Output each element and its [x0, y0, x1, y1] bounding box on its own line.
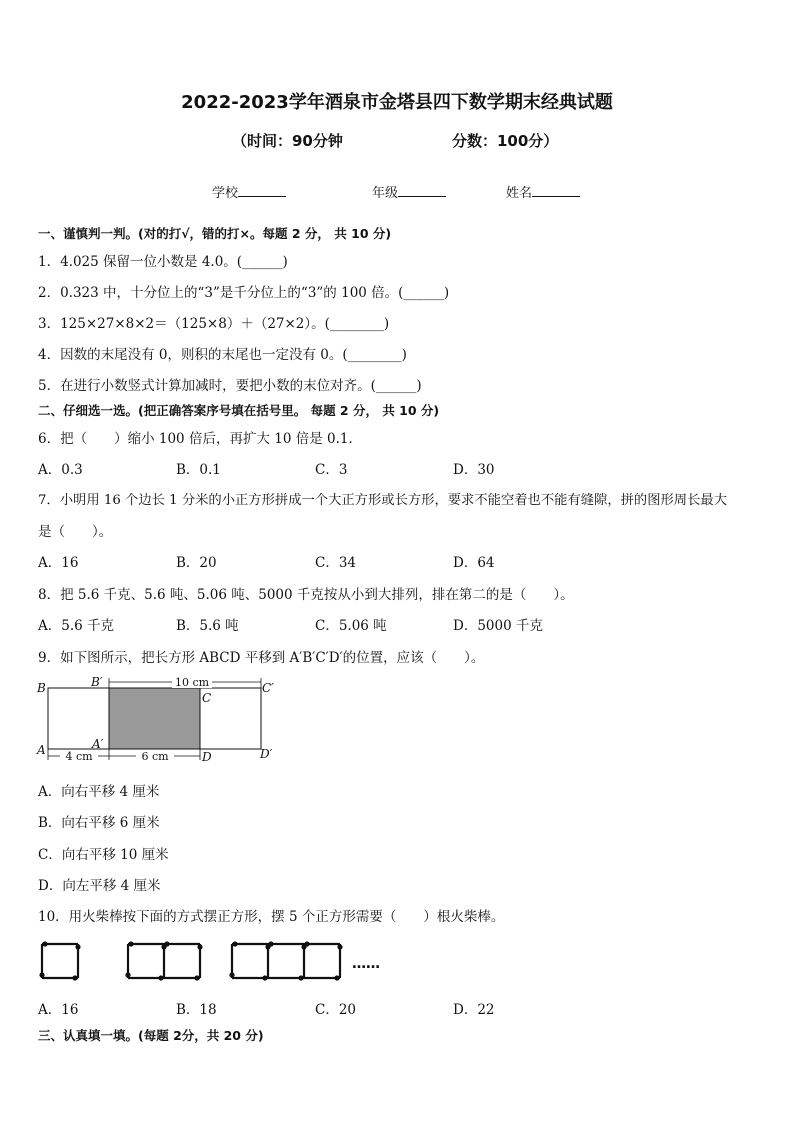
section-1-heading: 一、谨慎判一判。(对的打√，错的打×。每题 2 分， 共 10 分): [38, 226, 392, 241]
question-2: 2．0.323 中，十分位上的“3”是千分位上的“3”的 100 倍。(______): [38, 285, 450, 301]
q7-option-b[interactable]: B．20: [176, 555, 217, 571]
q8-option-a[interactable]: A．5.6 千克: [38, 618, 115, 634]
translation-figure: [34, 672, 284, 768]
school-blank[interactable]: [238, 184, 286, 197]
name-blank[interactable]: [532, 184, 580, 197]
section-3-heading: 三、认真填一填。(每题 2分，共 20 分): [38, 1028, 264, 1043]
q6-option-b[interactable]: B．0.1: [176, 462, 221, 478]
name-field: [506, 182, 580, 201]
q8-option-c[interactable]: C．5.06 吨: [315, 618, 387, 634]
q7-option-a[interactable]: A．16: [38, 555, 79, 571]
q10-option-b[interactable]: B．18: [176, 1002, 217, 1018]
q6-option-d[interactable]: D．30: [453, 462, 495, 478]
label-b: B: [37, 681, 46, 695]
question-7-cont: 是（ ）。: [38, 524, 113, 540]
question-3: 3．125×27×8×2＝（125×8）＋（27×2）。(________): [38, 316, 390, 332]
q10-option-d[interactable]: D．22: [453, 1002, 495, 1018]
label-b-prime: B′: [91, 675, 103, 689]
school-label: 学校: [212, 186, 239, 201]
overlap-rectangle: [109, 688, 200, 749]
page-title: 2022-2023学年酒泉市金塔县四下数学期末经典试题: [181, 92, 613, 113]
label-d-prime: D′: [260, 747, 273, 761]
question-7: 7．小明用 16 个边长 1 分米的小正方形拼成一个大正方形或长方形，要求不能空着也不能有缝隙，拼的图形周长最大: [38, 493, 727, 508]
section-2-heading: 二、仔细选一选。(把正确答案序号填在括号里。 每题 2 分， 共 10 分): [38, 403, 440, 418]
q9-option-b[interactable]: B．向右平移 6 厘米: [38, 815, 160, 831]
q7-option-d[interactable]: D．64: [453, 555, 495, 571]
label-d: D: [202, 750, 212, 764]
q8-option-b[interactable]: B．5.6 吨: [176, 618, 239, 634]
dim-label-left: 4 cm: [65, 750, 93, 763]
matchstick-figure: [36, 936, 396, 986]
school-field: [212, 182, 286, 201]
question-10: 10．用火柴棒按下面的方式摆正方形，摆 5 个正方形需要（ ）根火柴棒。: [38, 909, 505, 925]
grade-blank[interactable]: [398, 184, 446, 197]
q9-option-a[interactable]: A．向右平移 4 厘米: [38, 784, 160, 800]
q6-option-c[interactable]: C．3: [315, 462, 348, 478]
label-a: A: [37, 743, 46, 757]
name-label: 姓名: [506, 186, 533, 201]
question-4: 4．因数的末尾没有 0，则积的末尾也一定没有 0。(________): [38, 347, 407, 363]
dim-label-bottom: 6 cm: [141, 750, 169, 763]
ellipsis: ……: [352, 956, 380, 972]
label-c: C: [202, 691, 212, 705]
grade-field: [372, 182, 446, 201]
q8-option-d[interactable]: D．5000 千克: [453, 618, 543, 634]
exam-time: （时间：90分钟: [232, 132, 343, 150]
exam-score: 分数：100分）: [452, 132, 559, 150]
question-9: 9．如下图所示，把长方形 ABCD 平移到 A′B′C′D′的位置，应该（ ）。: [38, 650, 485, 666]
question-1: 1．4.025 保留一位小数是 4.0。(______): [38, 254, 288, 270]
question-5: 5．在进行小数竖式计算加减时，要把小数的末位对齐。(______): [38, 378, 422, 394]
q9-option-d[interactable]: D．向左平移 4 厘米: [38, 878, 161, 894]
grade-label: 年级: [372, 186, 399, 201]
q10-option-a[interactable]: A．16: [38, 1002, 79, 1018]
dim-label-top: 10 cm: [174, 676, 210, 689]
q7-option-c[interactable]: C．34: [315, 555, 357, 571]
label-c-prime: C′: [262, 681, 274, 695]
question-8: 8．把 5.6 千克、5.6 吨、5.06 吨、5000 千克按从小到大排列，排在第二的是（ ）。: [38, 587, 574, 603]
label-a-prime: A′: [92, 737, 104, 751]
q6-option-a[interactable]: A．0.3: [38, 462, 83, 478]
question-6: 6．把（ ）缩小 100 倍后，再扩大 10 倍是 0.1．: [38, 431, 362, 447]
q9-option-c[interactable]: C．向右平移 10 厘米: [38, 847, 169, 863]
q10-option-c[interactable]: C．20: [315, 1002, 357, 1018]
